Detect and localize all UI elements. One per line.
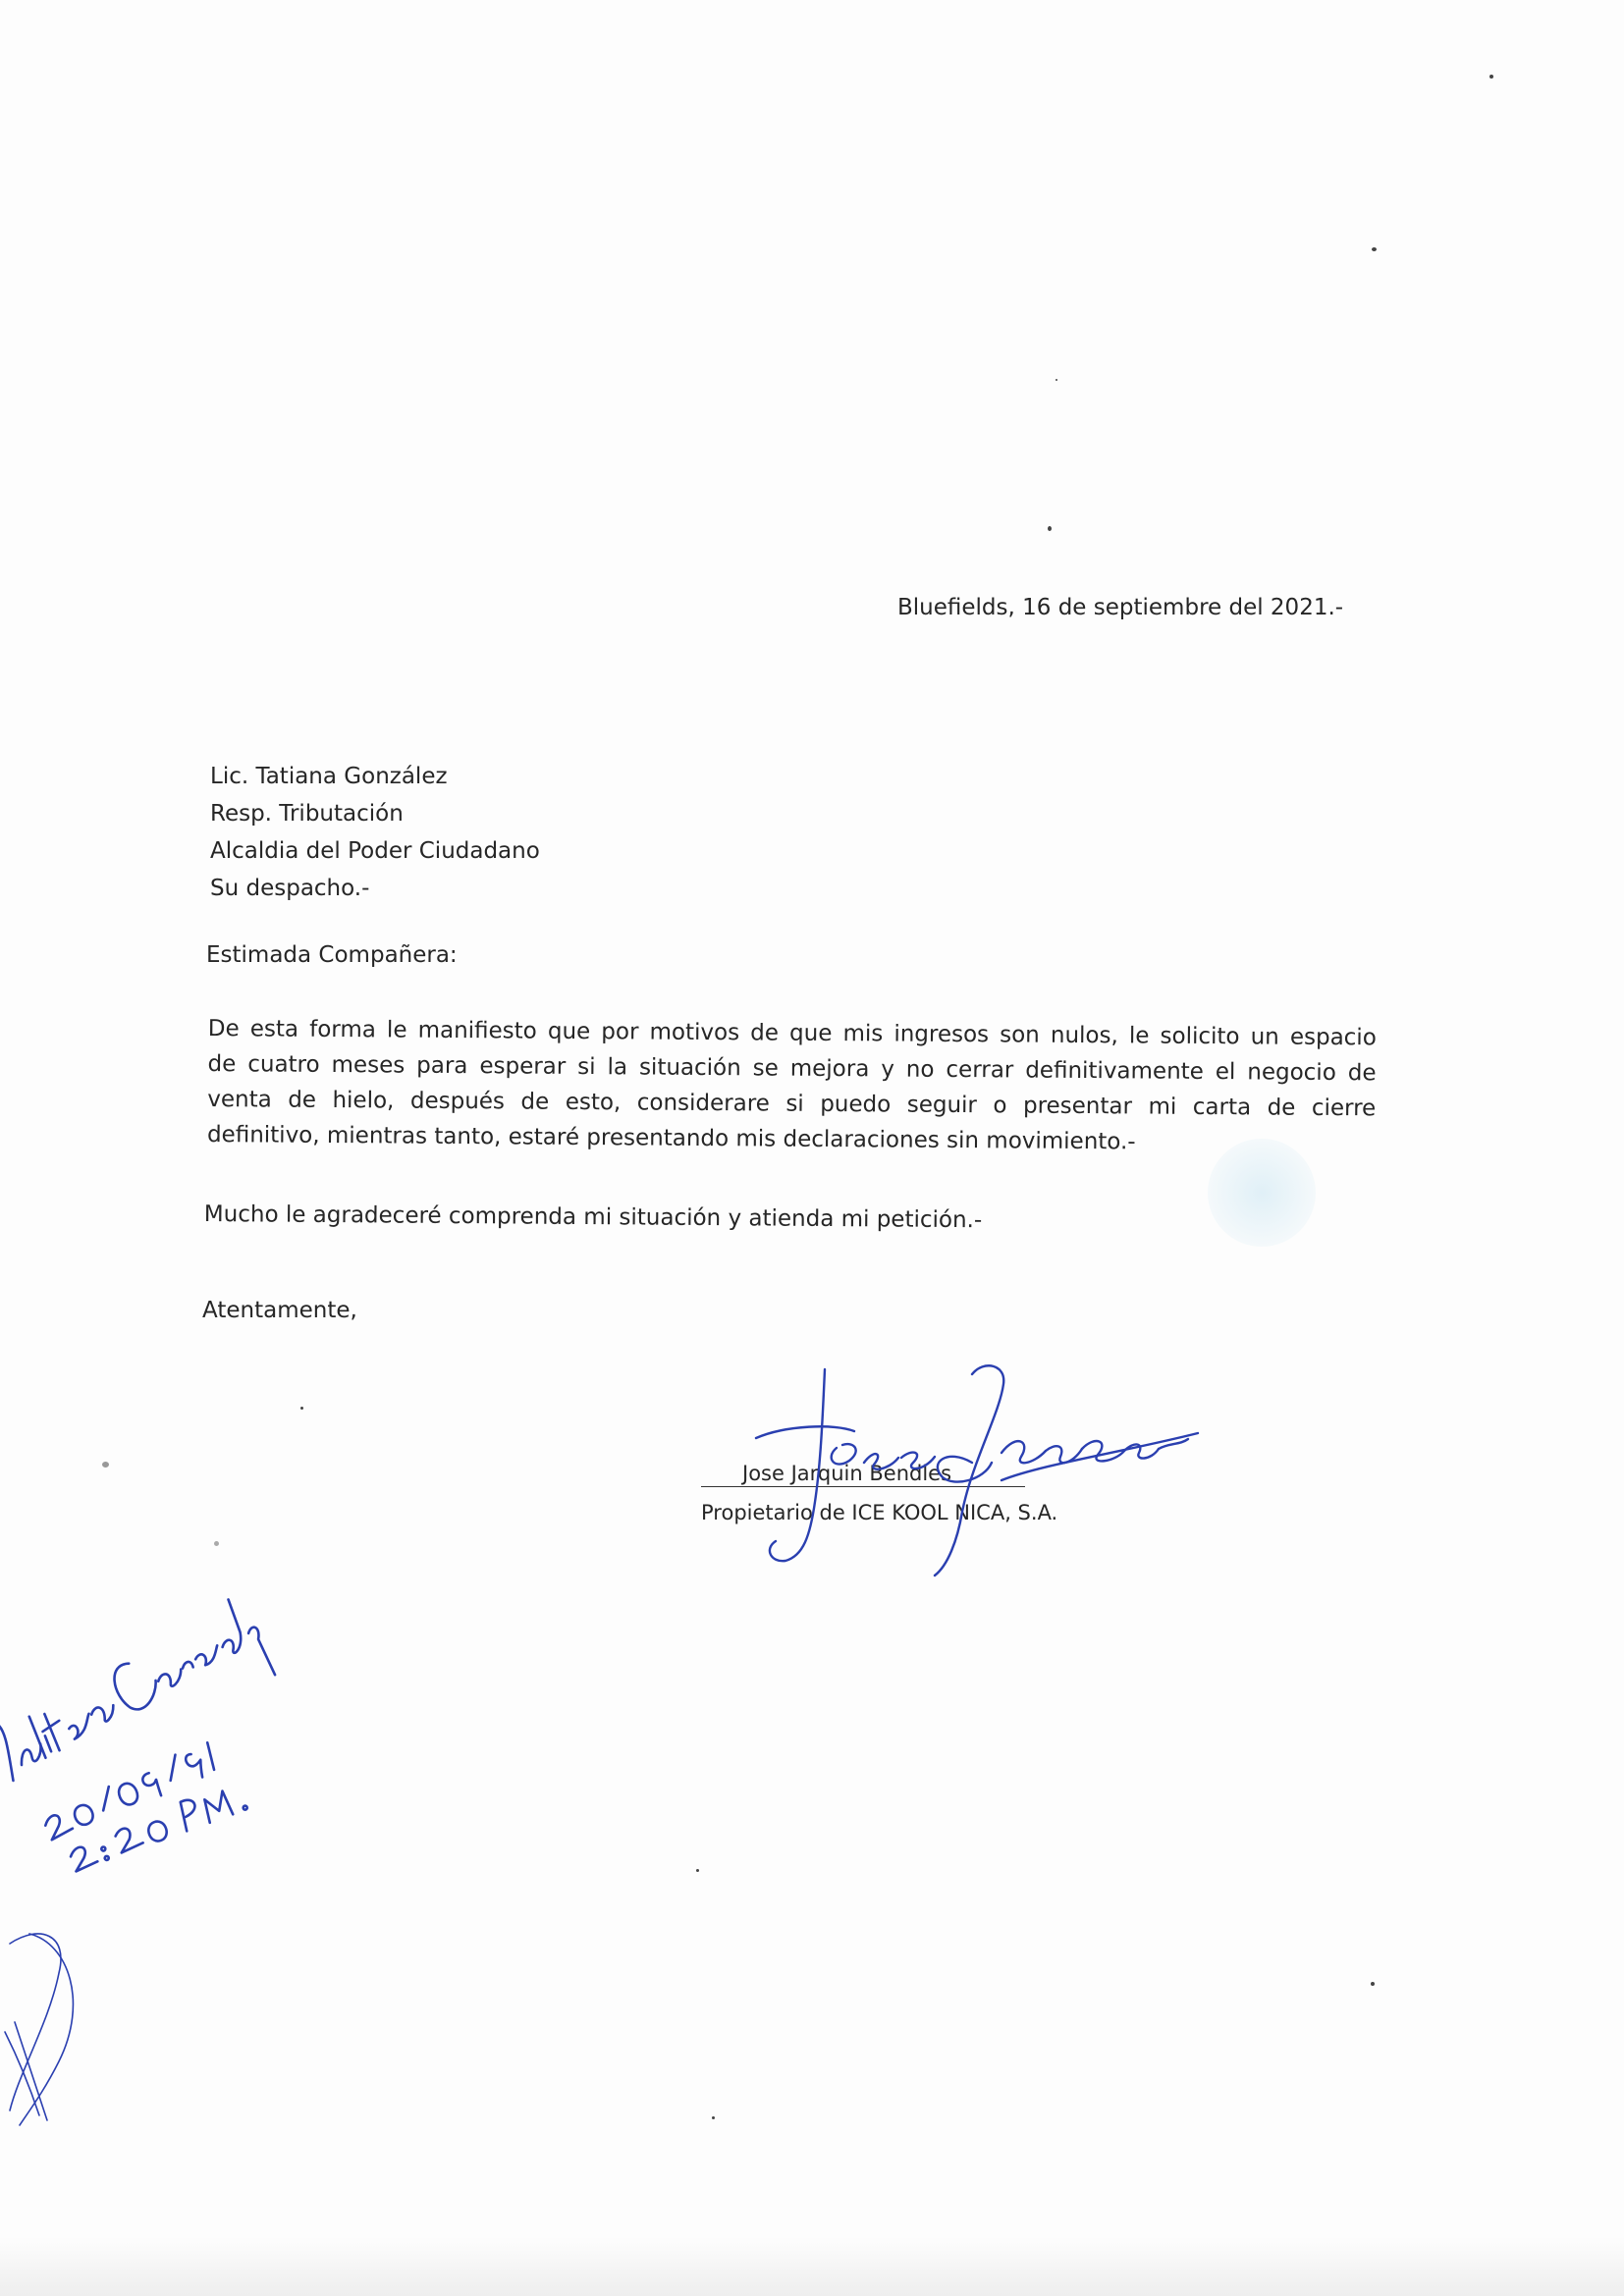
signer-title: Propietario de ICE KOOL NICA, S.A. (701, 1501, 1058, 1524)
body-line: definitivo, mientras tanto, estaré presentando mis declaraciones sin movimiento.- (206, 1121, 1136, 1155)
scan-speck (1489, 75, 1493, 79)
scan-speck (102, 1462, 109, 1468)
greeting: Estimada Compañera: (206, 942, 458, 968)
scan-speck (300, 1407, 303, 1410)
signer-name: Jose Jarquin Bendles (742, 1462, 952, 1485)
closing: Atentamente, (202, 1298, 357, 1323)
scan-speck (1372, 247, 1377, 251)
recipient-office: Su despacho.- (210, 876, 370, 901)
handwritten-received-note (0, 1590, 314, 1885)
body-line: de cuatro meses para esperar si la situación se mejora y no cerrar definitivamente el negocio de (207, 1050, 1377, 1087)
scan-speck (696, 1869, 699, 1872)
ink-smudge (1208, 1139, 1316, 1247)
recipient-position: Resp. Tributación (210, 801, 404, 827)
scan-speck (1048, 526, 1052, 531)
body-line: De esta forma le manifiesto que por motivos de que mis ingresos son nulos, le solicito un espacio (207, 1015, 1377, 1051)
scan-speck (1371, 1982, 1375, 1986)
recipient-name: Lic. Tatiana González (210, 764, 448, 789)
body-paragraph (207, 1011, 1377, 1161)
body-line: venta de hielo, después de esto, considerare si puedo seguir o presentar mi carta de cierre (207, 1086, 1377, 1122)
scan-speck (1056, 379, 1057, 381)
scan-speck (214, 1541, 219, 1546)
recipient-block (210, 760, 540, 909)
scan-bottom-edge (0, 2237, 1624, 2296)
recipient-organization: Alcaldia del Poder Ciudadano (210, 838, 540, 864)
handwritten-signature (727, 1355, 1218, 1580)
thanks-line: Mucho le agradeceré comprenda mi situación y atienda mi petición.- (203, 1201, 983, 1234)
margin-scribble (0, 1914, 118, 2130)
scan-speck (712, 2116, 715, 2119)
date-line: Bluefields, 16 de septiembre del 2021.- (897, 595, 1344, 620)
